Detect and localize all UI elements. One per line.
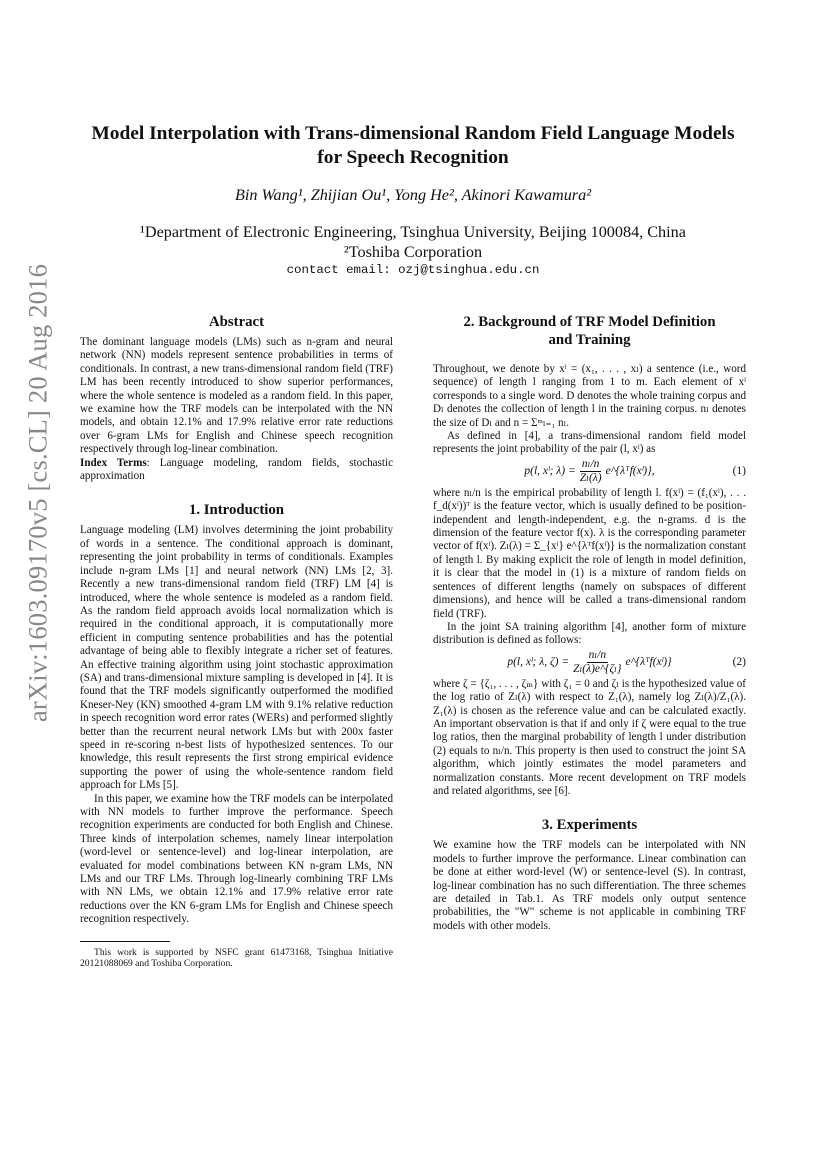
footnote-rule [80, 941, 170, 942]
background-paragraph-1: Throughout, we denote by xˡ = (x₁, . . . , xₗ) a sentence (i.e., word sequence) of length l ranging from 1 to m. Each element of xˡ corresponds to a single word. D denotes the whole training corpus and Dₗ denotes the collection of length l in the training corpus. nₗ denotes the size of Dₗ and n = Σᵐₗ₌₁ nₗ. [433, 363, 746, 429]
eq2-lhs: p(l, xˡ; λ, ζ) = [507, 656, 570, 669]
abstract-text: The dominant language models (LMs) such as n-gram and neural network (NN) models represent sentence probabilities in terms of conditionals. In contrast, a new trans-dimensional random field (TRF) LM has been recently introduced to show superior performances, where the whole sentence is modeled as a random field. In this paper, we examine how the TRF models can be interpolated with the NN models, and obtain 12.1% and 17.9% relative error rate reductions over 6-gram LMs for English and Chinese speech recognition respectively through log-linear combination. [80, 336, 393, 456]
intro-paragraph-1: Language modeling (LM) involves determining the joint probability of words in a sentence. The conditional approach is dominant, representing the joint probability in terms of conditionals. Examples include n-gram LMs [1] and neural network (NN) LMs [2, 3]. Recently a new trans-dimensional random field (TRF) LM [4] is introduced, where the whole sentence is modeled as a random field. As the random field approach avoids local normalization which is required in the conditional approach, it is computationally more efficient in computing sentence probabilities and has the potential advantage of being able to flexibly integrate a richer set of features. An effective training algorithm using joint stochastic approximation (SA) and trans-dimensional mixture sampling is developed in [4]. It is found that the TRF models significantly outperformed the modified Kneser-Ney (KN) smoothed 4-gram LM with 9.1% relative reduction in speech recognition word error rates (WERs) and performed slightly better than the recurrent neural network LMs but with 200x faster speed in re-scoring n-best lists of hypothesized sentences. To our knowledge, this result represents the first strong empirical evidence supporting the power of using the whole-sentence random field approach for LMs [5]. [80, 524, 393, 792]
eq2-numerator: nₗ/n [588, 649, 607, 662]
paper-title [60, 122, 766, 170]
title-line-1: Model Interpolation with Trans-dimensional Random Field Language Models [91, 123, 735, 144]
background-paragraph-2: As defined in [4], a trans-dimensional random field model represents the joint probability of the pair (l, xˡ) as [433, 430, 746, 456]
author-list: Bin Wang¹, Zhijian Ou¹, Yong He², Akinori Kawamura² [234, 186, 592, 204]
eq1-label: (1) [732, 465, 746, 478]
left-column [80, 313, 393, 969]
affiliation-1: ¹Department of Electronic Engineering, Tsinghua University, Beijing 100084, China [140, 223, 686, 241]
eq1-fraction [578, 458, 604, 485]
eq1-exponential: e^{λᵀf(xˡ)}, [605, 465, 655, 478]
introduction-heading: 1. Introduction [188, 502, 285, 519]
arxiv-id: arXiv:1603.09170v5 [cs.CL] 20 Aug 2016 [22, 263, 53, 723]
affiliations [60, 222, 766, 262]
right-column [433, 313, 746, 933]
intro-paragraph-2: In this paper, we examine how the TRF models can be interpolated with NN models to further improve the performance. Speech recognition experiments are conducted for both English and Chinese. Three kinds of interpolation schemes, namely linear interpolation (word-level or sentence-level) and log-linear interpolation, are evaluated for model combinations between KN n-gram LMs, NN LMs and our TRF LMs. Through log-linearly combining TRF LMs with NN LMs, we obtain 12.1% and 17.9% relative error rate reductions over the KN 6-gram LMs for English and Chinese speech recognition respectively. [80, 792, 393, 926]
contact-email[interactable]: contact email: ozj@tsinghua.edu.cn [286, 263, 540, 277]
affiliation-2: ²Toshiba Corporation [343, 243, 483, 261]
eq1-lhs: p(l, xˡ; λ) = [524, 465, 576, 478]
eq2-denominator: Zₗ(λ)e^{ζₗ} [573, 663, 622, 676]
abstract-heading: Abstract [208, 314, 265, 330]
experiments-paragraph-1: We examine how the TRF models can be interpolated with NN models to further improve the performance. Linear combination can be done at either word-level (W) or sentence-level (S). In contrast, log-linear combination has no such differentiation. The three schemes are detailed in Tab.1. As TRF models only output sentence probabilities, the "W" scheme is not applicable in combining TRF models with other models. [433, 839, 746, 932]
index-terms [80, 457, 393, 484]
index-terms-text: : Language modeling, random fields, stochastic approximation [80, 456, 393, 483]
experiments-heading: 3. Experiments [541, 817, 638, 834]
eq2-label: (2) [732, 656, 746, 669]
eq1-denominator: Zₗ(λ) [579, 472, 602, 485]
background-paragraph-5: where ζ = {ζ₁, . . . , ζₘ} with ζ₁ = 0 and ζₗ is the hypothesized value of the log ratio of Zₗ(λ) with respect to Z₁(λ), namely log Zₗ(λ)/Z₁(λ). Z₁(λ) is chosen as the reference value and can be calculated exactly. An important observation is that if and only if ζ were equal to the true log ratios, then the marginal probability of length l under distribution (2) equals to nₗ/n. This property is then used to construct the joint SA algorithm, which jointly estimates the model parameters and normalization constants. More recent development on TRF models and related algorithms, see [6]. [433, 677, 746, 797]
equation-2 [433, 648, 746, 678]
eq2-exponential: e^{λᵀf(xˡ)} [625, 656, 672, 669]
eq2-fraction [571, 649, 623, 676]
title-line-2: for Speech Recognition [317, 147, 509, 168]
background-paragraph-4: In the joint SA training algorithm [4], another form of mixture distribution is defined as follows: [433, 620, 746, 647]
index-terms-label: Index Terms [80, 456, 147, 469]
footnote: This work is supported by NSFC grant 61473168, Tsinghua Initiative 20121088069 and Toshiba Corporation. [80, 946, 393, 970]
background-heading [433, 313, 746, 349]
arxiv-stamp[interactable] [20, 263, 56, 723]
background-heading-line-2: and Training [548, 332, 631, 348]
equation-1 [433, 457, 746, 487]
eq1-numerator: nₗ/n [581, 458, 600, 471]
background-heading-line-1: 2. Background of TRF Model Definition [463, 314, 716, 330]
background-paragraph-3: where nₗ/n is the empirical probability of length l. f(xˡ) = (f₁(xˡ), . . . f_d(xˡ))ᵀ is the feature vector, which is usually defined to be position-independent and length-independent, e.g. the n-grams. d is the dimension of the feature vector f(x). λ is the corresponding parameter vector of f(xˡ). Zₗ(λ) = Σ_{xˡ} e^{λᵀf(xˡ)} is the normalization constant of length l. By making explicit the role of length in model definition, it is clear that the model in (1) is a mixture of random fields on sentences of different lengths (namely on subspaces of different dimensions), and hence will be called a trans-dimensional random field (TRF). [433, 486, 746, 620]
